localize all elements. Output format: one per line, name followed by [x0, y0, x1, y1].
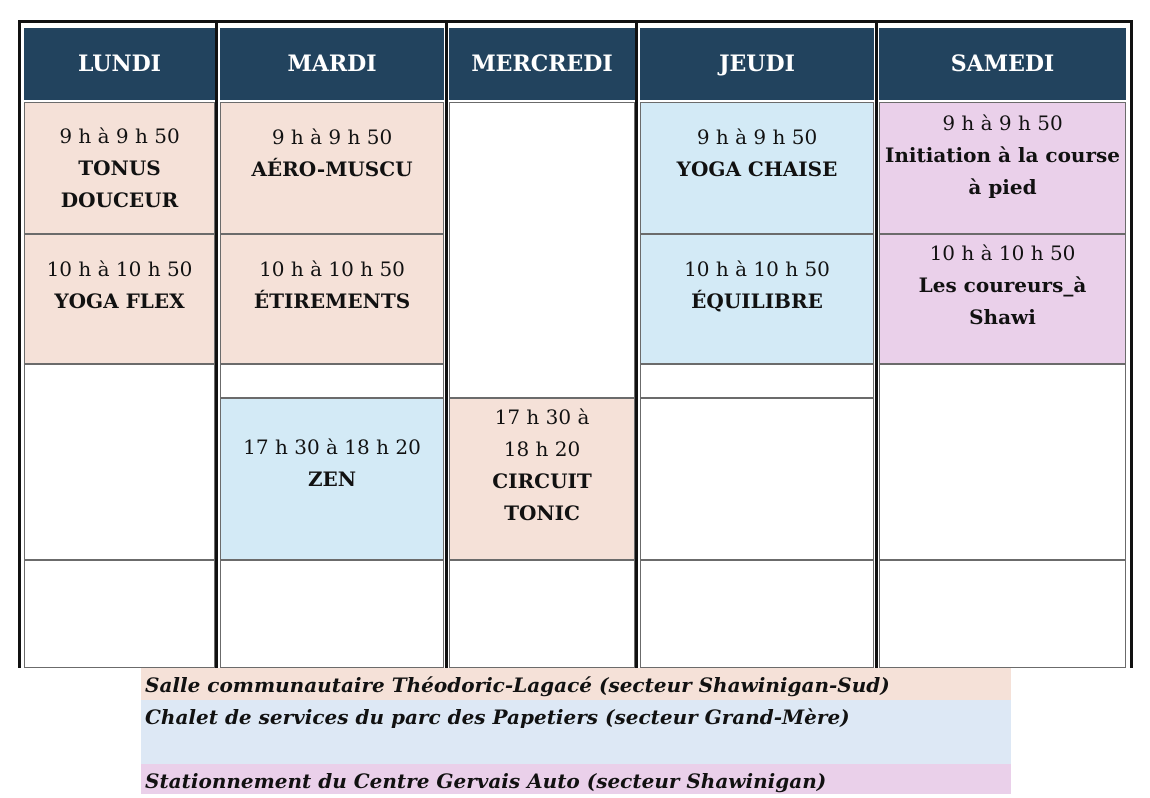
slot-title: ÉQUILIBRE — [691, 289, 823, 313]
lundi-slot-2 — [24, 234, 215, 364]
lundi-empty-1 — [24, 364, 215, 560]
samedi-slot-1 — [879, 102, 1126, 234]
column-divider — [875, 23, 878, 668]
slot-time: 10 h à 10 h 50 — [684, 257, 830, 281]
slot-time-line2: 18 h 20 — [503, 437, 581, 461]
slot-time: 9 h à 9 h 50 — [271, 125, 393, 149]
slot-time: 17 h 30 à 18 h 20 — [243, 435, 421, 459]
slot-title-line1: Les coureurs_à — [918, 273, 1087, 297]
slot-title: YOGA CHAISE — [676, 157, 838, 181]
jeudi-empty-1 — [640, 364, 874, 398]
header-jeudi: JEUDI — [640, 28, 874, 100]
lundi-empty-2 — [24, 560, 215, 668]
header-lundi: LUNDI — [24, 28, 215, 100]
legend-item-theodoric-lagace: Salle communautaire Théodoric-Lagacé (secteur Shawinigan-Sud) — [141, 668, 1011, 700]
mardi-slot-2 — [220, 234, 444, 364]
legend-item-centre-gervais: Stationnement du Centre Gervais Auto (secteur Shawinigan) — [141, 764, 1011, 794]
jeudi-slot-2 — [640, 234, 874, 364]
mercredi-slot-1 — [449, 398, 635, 560]
mercredi-empty-1 — [449, 102, 635, 398]
jeudi-slot-1 — [640, 102, 874, 234]
lundi-slot-1 — [24, 102, 215, 234]
jeudi-empty-2 — [640, 398, 874, 560]
slot-time: 9 h à 9 h 50 — [942, 111, 1063, 135]
slot-title: ÉTIREMENTS — [253, 289, 411, 313]
slot-title: ZEN — [307, 467, 357, 491]
slot-title-line2: Shawi — [969, 305, 1036, 329]
slot-title: YOGA FLEX — [54, 289, 185, 313]
slot-title-line1: Initiation à la course — [885, 143, 1120, 167]
mardi-slot-3 — [220, 398, 444, 560]
mardi-slot-1 — [220, 102, 444, 234]
slot-title-line2: TONIC — [504, 501, 580, 525]
samedi-slot-2 — [879, 234, 1126, 364]
samedi-empty-2 — [879, 560, 1126, 668]
slot-title: TONUS DOUCEUR — [60, 156, 179, 212]
jeudi-empty-3 — [640, 560, 874, 668]
column-divider — [445, 23, 448, 668]
slot-time-line1: 17 h 30 à — [494, 405, 590, 429]
legend-item-parc-papetiers: Chalet de services du parc des Papetiers (secteur Grand-Mère) — [141, 700, 1011, 764]
mardi-empty-2 — [220, 560, 444, 668]
header-samedi: SAMEDI — [879, 28, 1126, 100]
slot-time: 10 h à 10 h 50 — [259, 257, 405, 281]
slot-title-line1: CIRCUIT — [492, 469, 592, 493]
column-divider — [635, 23, 638, 668]
slot-time: 10 h à 10 h 50 — [46, 257, 193, 281]
header-mercredi: MERCREDI — [449, 28, 635, 100]
column-divider — [215, 23, 218, 668]
slot-title-line2: à pied — [968, 175, 1037, 199]
header-mardi: MARDI — [220, 28, 444, 100]
slot-time: 9 h à 9 h 50 — [696, 125, 818, 149]
slot-time: 9 h à 9 h 50 — [59, 124, 180, 148]
samedi-empty-1 — [879, 364, 1126, 560]
mercredi-empty-2 — [449, 560, 635, 668]
slot-time: 10 h à 10 h 50 — [929, 241, 1076, 265]
mardi-empty-1 — [220, 364, 444, 398]
slot-title: AÉRO-MUSCU — [251, 157, 413, 181]
